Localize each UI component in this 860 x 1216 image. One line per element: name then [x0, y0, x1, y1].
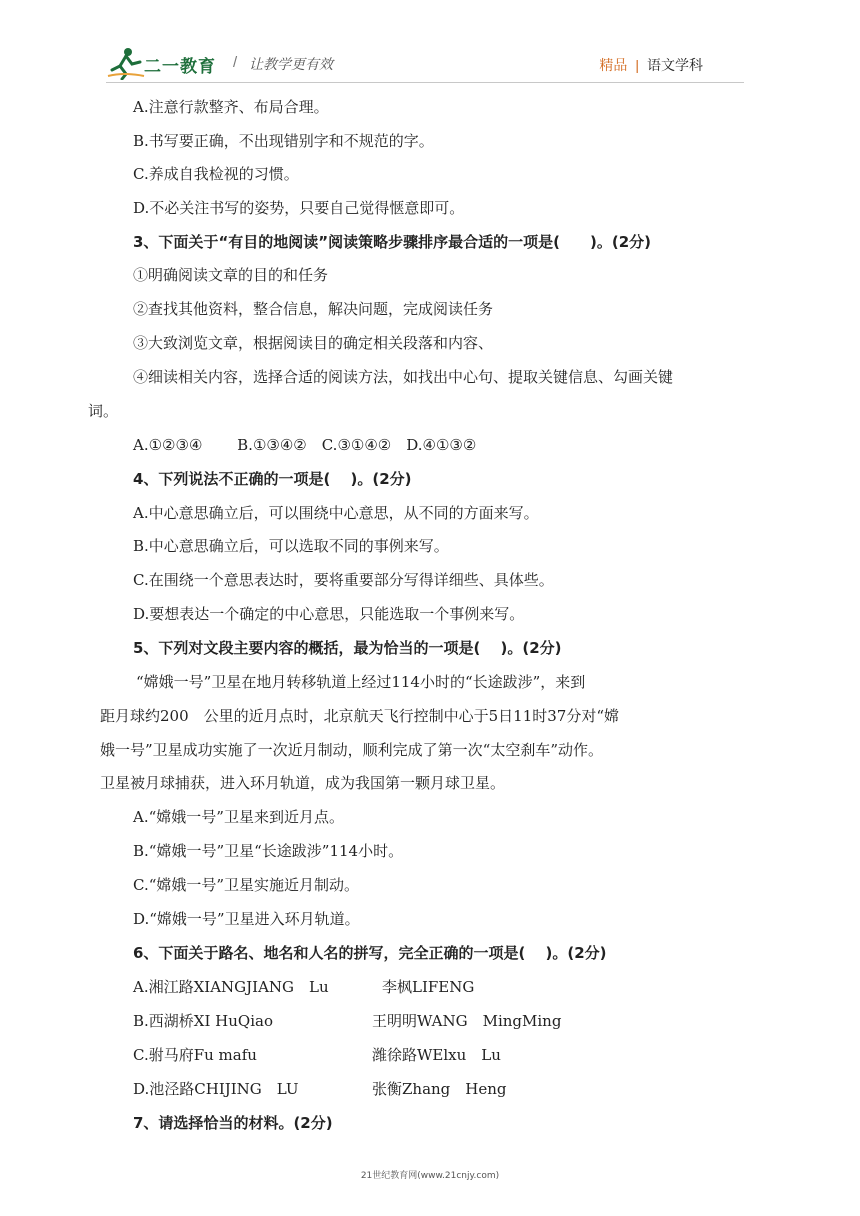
option-line: B.中心意思确立后，可以选取不同的事例来写。: [133, 537, 449, 555]
q6-option-right: 李枫LIFENG: [382, 978, 475, 996]
running-man-icon: [106, 46, 146, 80]
question-4: 4、下列说法不正确的一项是( )。(2分): [133, 470, 412, 488]
page-header: [0, 0, 860, 90]
q6-option-right: 潍徐路WElxu Lu: [372, 1046, 501, 1064]
option-line: B.“嫦娥一号”卫星“长途跋涉”114小时。: [133, 842, 404, 860]
option-line: A.中心意思确立后，可以围绕中心意思，从不同的方面来写。: [133, 504, 539, 522]
option-line: A.“嫦娥一号”卫星来到近月点。: [133, 808, 344, 826]
passage-line: 距月球约200 公里的近月点时，北京航天飞行控制中心于5日11时37分对“嫦: [100, 707, 620, 725]
passage-line: 卫星被月球捕获，进入环月轨道，成为我国第一颗月球卫星。: [100, 774, 506, 792]
option-line: C.养成自我检视的习惯。: [133, 165, 299, 183]
q6-option-left: D.池泾路CHIJING LU: [133, 1080, 299, 1098]
page-footer: 21世纪教育网(www.21cnjy.com): [360, 1171, 500, 1181]
passage-line: “嫦娥一号”卫星在地月转移轨道上经过114小时的“长途跋涉”，来到: [136, 673, 586, 691]
q6-option-right: 王明明WANG MingMing: [372, 1012, 562, 1030]
option-line: A.①②③④ B.①③④② C.③①④② D.④①③②: [133, 436, 477, 454]
brand-logo: [106, 46, 336, 80]
step-line-wrap: 词。: [88, 402, 119, 420]
step-line: ③大致浏览文章，根据阅读目的确定相关段落和内容、: [133, 334, 494, 352]
brand-slogan: 让教学更有效: [249, 56, 333, 72]
option-line: C.在围绕一个意思表达时，要将重要部分写得详细些、具体些。: [133, 571, 554, 589]
q6-option-left: C.驸马府Fu mafu: [133, 1046, 257, 1064]
question-7: 7、请选择恰当的材料。(2分): [133, 1114, 333, 1132]
passage-line: 娥一号”卫星成功实施了一次近月制动，顺利完成了第一次“太空刹车”动作。: [100, 741, 604, 759]
quality-tag: 精品: [599, 57, 628, 73]
option-line: D.“嫦娥一号”卫星进入环月轨道。: [133, 910, 360, 928]
option-line: B.书写要正确，不出现错别字和不规范的字。: [133, 132, 434, 150]
header-tags: [599, 55, 703, 75]
header-separator: /: [233, 54, 238, 71]
step-line: ④细读相关内容，选择合适的阅读方法，如找出中心句、提取关键信息、勾画关键: [133, 368, 674, 386]
option-line: A.注意行款整齐、布局合理。: [133, 98, 329, 116]
tag-divider: |: [635, 57, 639, 73]
step-line: ①明确阅读文章的目的和任务: [133, 266, 329, 284]
step-line: ②查找其他资料，整合信息，解决问题，完成阅读任务: [133, 300, 494, 318]
brand-name: 二一教育: [144, 57, 216, 76]
question-6: 6、下面关于路名、地名和人名的拼写，完全正确的一项是( )。(2分): [133, 944, 607, 962]
q6-option-right: 张衡Zhang Heng: [372, 1080, 507, 1098]
question-5: 5、下列对文段主要内容的概括，最为恰当的一项是( )。(2分): [133, 639, 562, 657]
header-rule: [106, 82, 744, 83]
q6-option-left: A.湘江路XIANGJIANG Lu: [133, 978, 329, 996]
option-line: D.要想表达一个确定的中心意思，只能选取一个事例来写。: [133, 605, 525, 623]
option-line: D.不必关注书写的姿势，只要自己觉得惬意即可。: [133, 199, 465, 217]
question-3: 3、下面关于“有目的地阅读”阅读策略步骤排序最合适的一项是( )。(2分): [133, 233, 652, 251]
subject-tag: 语文学科: [647, 57, 703, 73]
option-line: C.“嫦娥一号”卫星实施近月制动。: [133, 876, 360, 894]
q6-option-left: B.西湖桥XI HuQiao: [133, 1012, 273, 1030]
